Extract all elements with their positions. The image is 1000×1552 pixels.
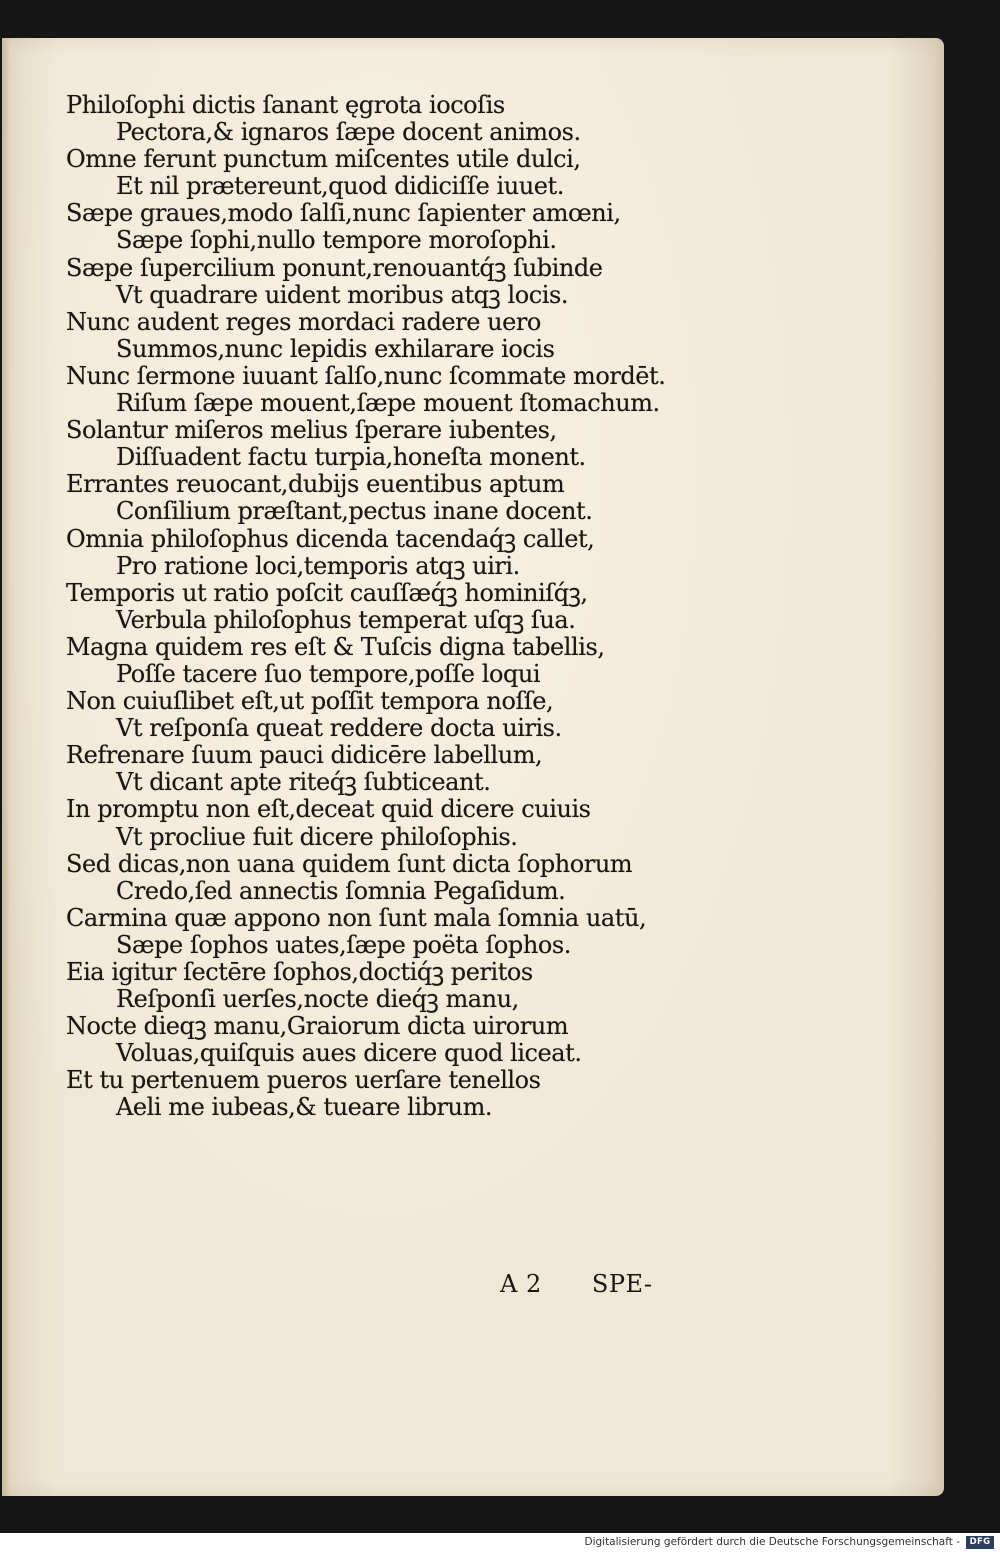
verse-line: Carmina quæ appono non ſunt mala ſomnia uatū, xyxy=(66,903,647,932)
verse-line: Sæpe ſophi,nullo tempore moroſophi. xyxy=(116,226,557,255)
verse-line: Aeli me iubeas,& tueare librum. xyxy=(116,1093,493,1122)
verse-line: Nunc ſermone iuuant ſalſo,nunc ſcommate mordēt. xyxy=(66,361,666,390)
verse-line: Omne ferunt punctum miſcentes utile dulci, xyxy=(66,145,581,174)
verse-line: Sæpe graues,modo ſalſi,nunc ſapienter amœni, xyxy=(66,199,621,228)
signature-mark: A 2 xyxy=(500,1270,542,1298)
verse-line: Conſilium præſtant,pectus inane docent. xyxy=(116,497,593,526)
verse-line: Pro ratione loci,temporis atqꝫ uiri. xyxy=(116,551,520,580)
verse-line: Refrenare ſuum pauci didicēre labellum, xyxy=(66,741,543,770)
verse-line: Omnia philoſophus dicenda tacendaq́ꝫ callet, xyxy=(66,524,595,553)
verse-line: Philoſophi dictis ſanant ęgrota iocoſis xyxy=(66,91,505,119)
signature-line xyxy=(500,1270,653,1298)
verse-line: Vt quadrare uident moribus atqꝫ locis. xyxy=(116,280,569,309)
catchword: SPE- xyxy=(591,1270,653,1298)
verse-line: Sæpe ſupercilium ponunt,renouantq́ꝫ ſubinde xyxy=(66,253,603,282)
verse-line: Et nil prætereunt,quod didiciſſe iuuet. xyxy=(116,172,564,201)
verse-line: In promptu non eſt,deceat quid dicere cuiuis xyxy=(66,795,591,824)
verse-line: Nocte dieqꝫ manu,Graiorum dicta uirorum xyxy=(66,1012,569,1041)
verse-line: Vt reſponſa queat reddere docta uiris. xyxy=(116,714,562,743)
verse-line: Vt dicant apte riteq́ꝫ ſubticeant. xyxy=(116,768,491,797)
verse-line: Sed dicas,non uana quidem ſunt dicta ſophorum xyxy=(66,849,633,878)
verse-line: Diſſuadent factu turpia,honeſta monent. xyxy=(116,443,586,472)
verse-line: Nunc audent reges mordaci radere uero xyxy=(66,307,541,336)
page-gutter-shadow xyxy=(2,38,10,1496)
verse-line: Sæpe ſophos uates,ſæpe poëta ſophos. xyxy=(116,930,571,959)
verse-line: Voluas,quiſquis aues dicere quod liceat. xyxy=(116,1039,582,1068)
verse-line: Poſſe tacere ſuo tempore,poſſe loqui xyxy=(116,659,541,688)
verse-line: Vt procliue fuit dicere philoſophis. xyxy=(116,822,518,851)
verse-line: Reſponſi uerſes,nocte dieq́ꝫ manu, xyxy=(116,985,519,1014)
verse-block xyxy=(66,92,926,1122)
verse-line: Eia igitur ſectēre ſophos,doctiq́ꝫ peritos xyxy=(66,958,533,986)
verse-line: Pectora,& ignaros ſæpe docent animos. xyxy=(116,118,581,147)
verse-line: Temporis ut ratio poſcit cauſſæq́ꝫ hominiſq́ꝫ, xyxy=(66,578,588,607)
verse-line: Errantes reuocant,dubijs euentibus aptum xyxy=(66,470,565,499)
verse-line: Magna quidem res eſt & Tuſcis digna tabellis, xyxy=(66,632,605,661)
verse-line: Solantur miſeros melius ſperare iubentes, xyxy=(66,416,557,445)
funding-credit: Digitalisierung gefördert durch die Deutsche Forschungsgemeinschaft - xyxy=(584,1536,960,1548)
verse-line: Credo,ſed annectis ſomnia Pegaſidum. xyxy=(116,876,566,905)
verse-line: Riſum ſæpe mouent,ſæpe mouent ſtomachum. xyxy=(116,389,660,418)
dfg-logo: DFG xyxy=(966,1536,994,1549)
verse-line: Non cuiuſlibet eſt,ut poſſit tempora noſſe, xyxy=(66,687,554,716)
verse-line: Et tu pertenuem pueros uerſare tenellos xyxy=(66,1066,541,1095)
verse-line: Summos,nunc lepidis exhilarare iocis xyxy=(116,334,555,363)
footer-bar xyxy=(0,1533,1000,1552)
verse-line: Verbula philoſophus temperat uſqꝫ ſua. xyxy=(116,605,576,634)
